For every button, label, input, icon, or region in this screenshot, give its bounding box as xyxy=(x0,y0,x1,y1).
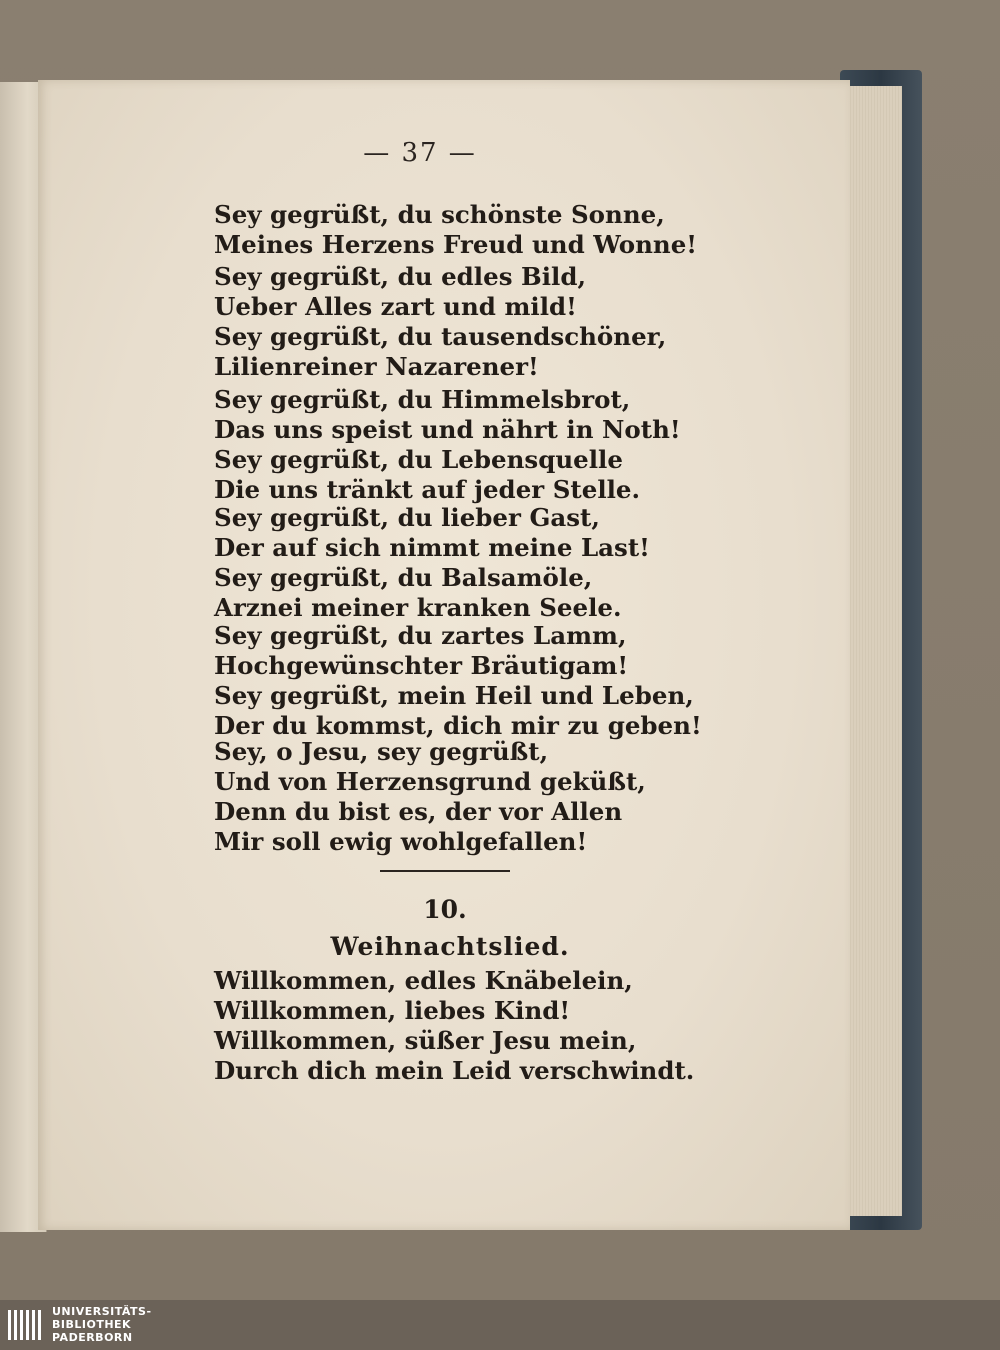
verse-line: Und von Herzensgrund geküßt, xyxy=(214,767,646,796)
verse-line: Sey gegrüßt, du edles Bild, xyxy=(214,262,586,291)
stanza-4 xyxy=(214,503,650,623)
verse-line: Willkommen, edles Knäbelein, xyxy=(214,966,633,995)
verse-line: Durch dich mein Leid verschwindt. xyxy=(214,1056,695,1085)
page-number: — 37 — xyxy=(363,138,477,168)
verse-line: Sey gegrüßt, du Himmelsbrot, xyxy=(214,385,631,414)
stanza-2 xyxy=(214,262,666,382)
stanza-1 xyxy=(214,200,697,260)
verse-line: Der du kommst, dich mir zu geben! xyxy=(214,711,702,740)
verse-line: Hochgewünschter Bräutigam! xyxy=(214,651,629,680)
stanza-6 xyxy=(214,737,646,857)
verse-line: Sey, o Jesu, sey gegrüßt, xyxy=(214,737,549,766)
verse-line: Ueber Alles zart und mild! xyxy=(214,292,577,321)
verse-line: Willkommen, liebes Kind! xyxy=(214,996,571,1025)
hymn-title: Weihnachtslied. xyxy=(330,932,570,961)
verse-line: Sey gegrüßt, du Balsamöle, xyxy=(214,563,593,592)
verse-line: Sey gegrüßt, du zartes Lamm, xyxy=(214,621,627,650)
verse-line: Sey gegrüßt, du Lebensquelle xyxy=(214,445,623,474)
library-name-line: PADERBORN xyxy=(52,1331,133,1344)
verse-line: Willkommen, süßer Jesu mein, xyxy=(214,1026,637,1055)
hymn-stanza xyxy=(214,966,694,1086)
library-name xyxy=(52,1305,152,1344)
verse-line: Meines Herzens Freud und Wonne! xyxy=(214,230,698,259)
library-logo-icon xyxy=(6,1306,44,1344)
verse-line: Das uns speist und nährt in Noth! xyxy=(214,415,681,444)
library-footer xyxy=(0,1300,1000,1350)
verse-line: Arznei meiner kranken Seele. xyxy=(214,593,622,622)
page-stack-edges xyxy=(846,86,902,1216)
verse-line: Sey gegrüßt, du tausendschöner, xyxy=(214,322,667,351)
stanza-5 xyxy=(214,621,702,741)
verse-line: Denn du bist es, der vor Allen xyxy=(214,797,623,826)
hymn-number: 10. xyxy=(423,895,467,924)
library-name-line: BIBLIOTHEK xyxy=(52,1318,132,1331)
verse-line: Sey gegrüßt, mein Heil und Leben, xyxy=(214,681,694,710)
library-name-line: UNIVERSITÄTS- xyxy=(52,1305,152,1318)
verse-line: Sey gegrüßt, du lieber Gast, xyxy=(214,503,600,532)
verse-line: Sey gegrüßt, du schönste Sonne, xyxy=(214,200,665,229)
verse-line: Die uns tränkt auf jeder Stelle. xyxy=(214,475,641,504)
verse-line: Der auf sich nimmt meine Last! xyxy=(214,533,650,562)
verse-line: Mir soll ewig wohlgefallen! xyxy=(214,827,588,856)
section-divider xyxy=(380,870,510,872)
stanza-3 xyxy=(214,385,681,505)
verse-line: Lilienreiner Nazarener! xyxy=(214,352,539,381)
